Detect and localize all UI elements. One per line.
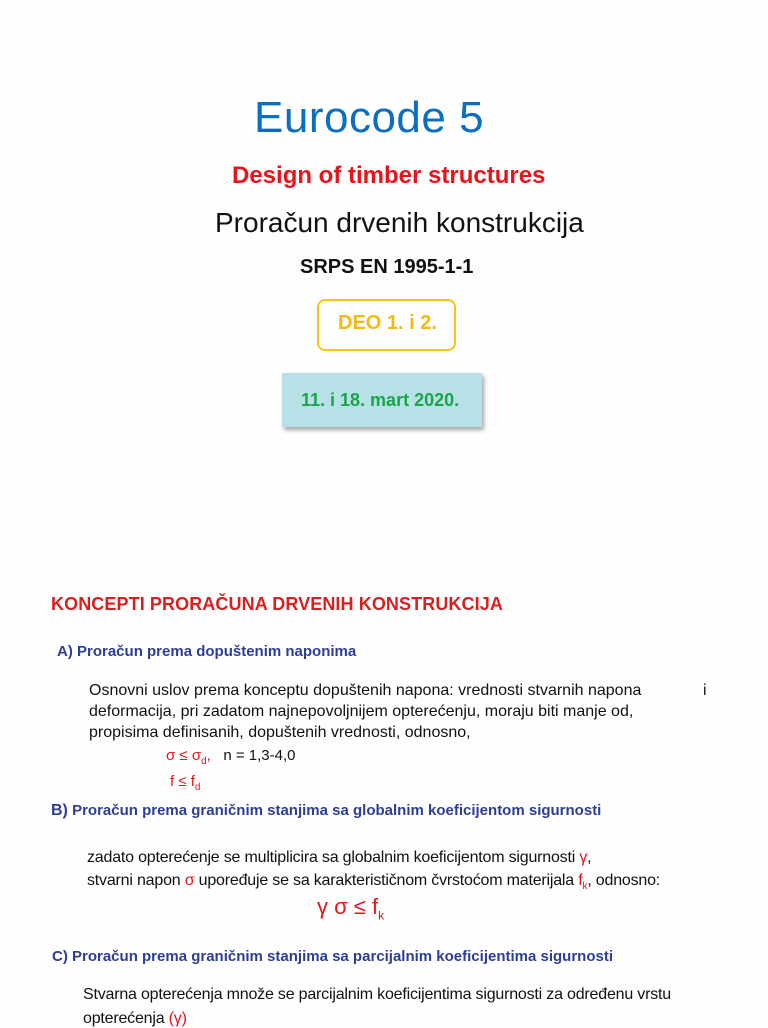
section-a-heading <box>57 643 356 660</box>
section-a-title: Proračun prema dopuštenim naponima <box>77 643 357 660</box>
formula-a2-sub: d <box>194 782 201 793</box>
section-b-line-2-text-a: stvarni napon <box>87 872 181 889</box>
subtitle-serbian: Proračun drvenih konstrukcija <box>215 207 584 238</box>
section-c-letter: C) <box>52 948 68 965</box>
section-b-title: Proračun prema graničnim stanjima sa globalnim koeficijentom sigurnosti <box>72 802 602 819</box>
section-c-line-2-end: ) <box>181 1010 187 1027</box>
section-b-heading <box>51 802 601 820</box>
formula-global-safety <box>317 894 384 922</box>
page-title: Eurocode 5 <box>254 93 485 142</box>
section-a-letter: A) <box>57 643 73 660</box>
fk-sub: k <box>582 881 588 893</box>
section-b-line-2 <box>87 872 660 892</box>
subtitle-english: Design of timber structures <box>232 162 546 189</box>
formula-a1-rest: n = 1,3-4,0 <box>223 747 296 764</box>
gamma-symbol: γ <box>579 849 588 866</box>
section-b-letter: B) <box>51 802 68 819</box>
formula-b-expr: γ σ ≤ f <box>317 894 379 919</box>
standard-code: SRPS EN 1995-1-1 <box>300 256 474 278</box>
formula-a1-sep: , <box>206 747 211 764</box>
section-c-line-1: Stvarna opterećenja množe se parcijalnim koeficijentima sigurnosti za određenu vrstu <box>83 986 671 1003</box>
formula-a1-sub: d <box>201 756 207 767</box>
section-a-line-1: Osnovni uslov prema konceptu dopuštenih napona: vrednosti stvarnih napona <box>89 682 642 699</box>
fk-symbol: f <box>578 872 583 889</box>
formula-allowable-strength <box>170 773 200 793</box>
section-c-line-2-text: opterećenja <box>83 1010 165 1027</box>
section-b-line-1-text: zadato opterećenje se multiplicira sa globalnim koeficijentom sigurnosti <box>87 849 576 866</box>
concepts-heading: KONCEPTI PRORAČUNA DRVENIH KONSTRUKCIJA <box>51 594 503 614</box>
sigma-symbol: σ <box>184 872 195 889</box>
formula-a1-lhs: σ ≤ σ <box>166 747 202 764</box>
section-c-title: Proračun prema graničnim stanjima sa parcijalnim koeficijentima sigurnosti <box>72 948 614 965</box>
section-b-line-1 <box>87 849 591 867</box>
partial-gamma-symbol: (γ <box>168 1010 182 1027</box>
section-b-line-2-text-b: upoređuje se sa karakterističnom čvrstoćom materijala <box>198 872 574 889</box>
section-c-line-2 <box>83 1010 187 1028</box>
formula-a2-lhs: f ≤ f <box>170 773 195 790</box>
section-b-line-1-end: , <box>587 849 592 866</box>
part-label: DEO 1. i 2. <box>338 312 437 334</box>
section-c-heading <box>52 948 613 965</box>
section-b-line-2-end: , odnosno: <box>587 872 661 889</box>
date-label: 11. i 18. mart 2020. <box>301 390 460 410</box>
section-a-line-3: propisima definisanih, dopuštenih vrednosti, odnosno, <box>89 724 471 741</box>
section-a-line-1-tail: i <box>703 682 707 699</box>
formula-allowable-stress <box>166 747 295 767</box>
formula-b-sub: k <box>378 908 385 923</box>
section-a-line-2: deformacija, pri zadatom najnepovoljnijem opterećenju, moraju biti manje od, <box>89 703 634 720</box>
